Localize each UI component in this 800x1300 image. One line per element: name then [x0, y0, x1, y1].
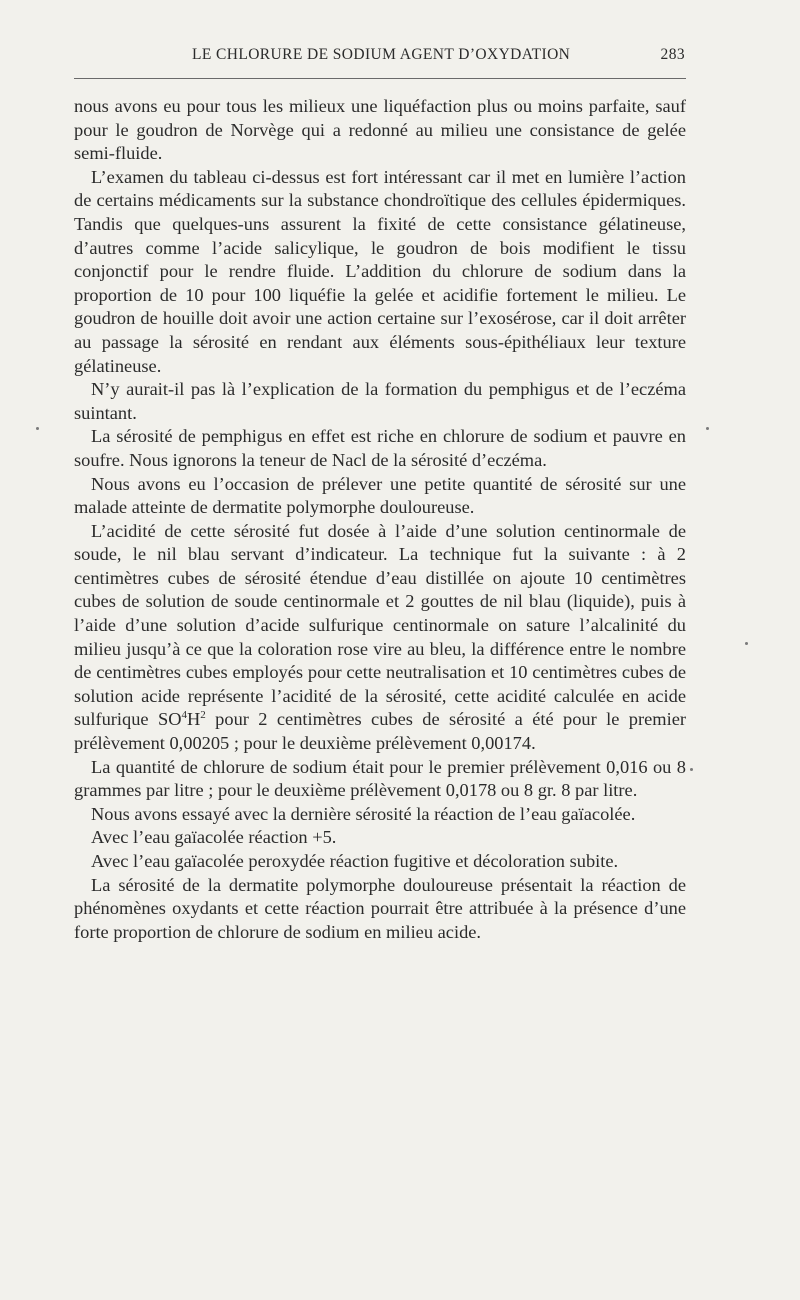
header-rule	[74, 78, 686, 79]
formula-h: H	[187, 709, 201, 730]
paragraph-prelevement: Nous avons eu l’occasion de prélever une petite quantité de sérosité sur une malade atteinte de dermatite polymorphe douloureuse.	[74, 473, 686, 518]
running-head	[74, 46, 685, 70]
margin-speck	[745, 642, 748, 645]
formula-so: SO	[157, 709, 182, 730]
paragraph-conclusion: La sérosité de la dermatite polymorphe douloureuse présentait la réaction de phénomènes oxydants et cette réaction pourrait être attribuée à la présence d’une forte proportion de chlorure de sodium en milieu acide.	[74, 874, 686, 942]
paragraph-gaiacol-peroxyde: Avec l’eau gaïacolée peroxydée réaction fugitive et décoloration subite.	[91, 851, 619, 871]
body-text	[74, 95, 686, 944]
paragraph-pemphigus-question: N’y aurait-il pas là l’explication de la formation du pemphigus et de l’eczéma suintant.	[74, 379, 686, 423]
paragraph-continuation: nous avons eu pour tous les milieux une liquéfaction plus ou moins parfaite, sauf pour le goudron de Norvège qui a redonné au milieu une consistance de gelée semi-fluide.	[74, 96, 686, 164]
formula-sup-4: 4	[181, 709, 187, 722]
paragraph-gaiacol-reaction: Avec l’eau gaïacolée réaction +5.	[91, 827, 337, 848]
acidite-text: L’acidité de cette sérosité fut dosée à l’aide d’une solution centinormale de soude, le nil blau servant d’indicateur. La technique fut la suivante : à 2 centimètres cubes de sérosité étendue d’eau distillée on ajoute 10 centimètres cubes de solution de soude centinormale et 2 gouttes de nil blau (liquide), puis à l’aide d’une solution d’acide sulfurique centinormale on sature l’alcalinité du milieu jusqu’à ce que la coloration rose vire au bleu, la différence entre le nombre de centimètres cubes employés pour cette neutralisation et 10 centimètres cubes de solution acide représente l’acidité de la sérosité, cette acidité calculée en acide sulfurique	[74, 520, 686, 730]
running-title: LE CHLORURE DE SODIUM AGENT D’OXYDATION	[192, 46, 571, 63]
margin-speck	[36, 427, 39, 430]
acidite-result: pour 2 centimètres cubes de sérosité a été pour le premier prélèvement 0,00205 ; pour le deuxième prélèvement 0,00174.	[74, 709, 686, 754]
paragraph-chlorure-quantite: La quantité de chlorure de sodium était pour le premier prélèvement 0,016 ou 8 grammes par litre ; pour le deuxième prélèvement 0,0178 ou 8 gr. 8 par litre.	[74, 756, 686, 801]
paragraph-serosite-pemphigus: La sérosité de pemphigus en effet est riche en chlorure de sodium et pauvre en soufre. Nous ignorons la teneur de Nacl de la sérosité d’eczéma.	[74, 426, 686, 470]
formula-sup-2: 2	[200, 709, 206, 722]
paragraph-examen: L’examen du tableau ci-dessus est fort intéressant car il met en lumière l’action de certains médicaments sur la substance chondroïtique des cellules épidermiques. Tandis que quelques-uns assurent la fixité de cette consistance gélatineuse, d’autres comme l’acide salicylique, le goudron de bois modifient le tissu conjonctif pour le rendre fluide. L’addition du chlorure de sodium dans la proportion de 10 pour 100 liquéfie la gelée et acidifie fortement le milieu. Le goudron de houille doit avoir une action certaine sur l’exosérose, car il doit arrêter au passage la sérosité en rendant aux éléments sous-épithéliaux leur texture gélatineuse.	[74, 166, 686, 376]
page-number: 283	[660, 46, 685, 63]
paragraph-acidite	[74, 520, 686, 756]
margin-speck	[706, 427, 709, 430]
margin-speck	[690, 768, 693, 771]
paragraph-gaiacol-essai: Nous avons essayé avec la dernière sérosité la réaction de l’eau gaïacolée.	[91, 803, 636, 824]
